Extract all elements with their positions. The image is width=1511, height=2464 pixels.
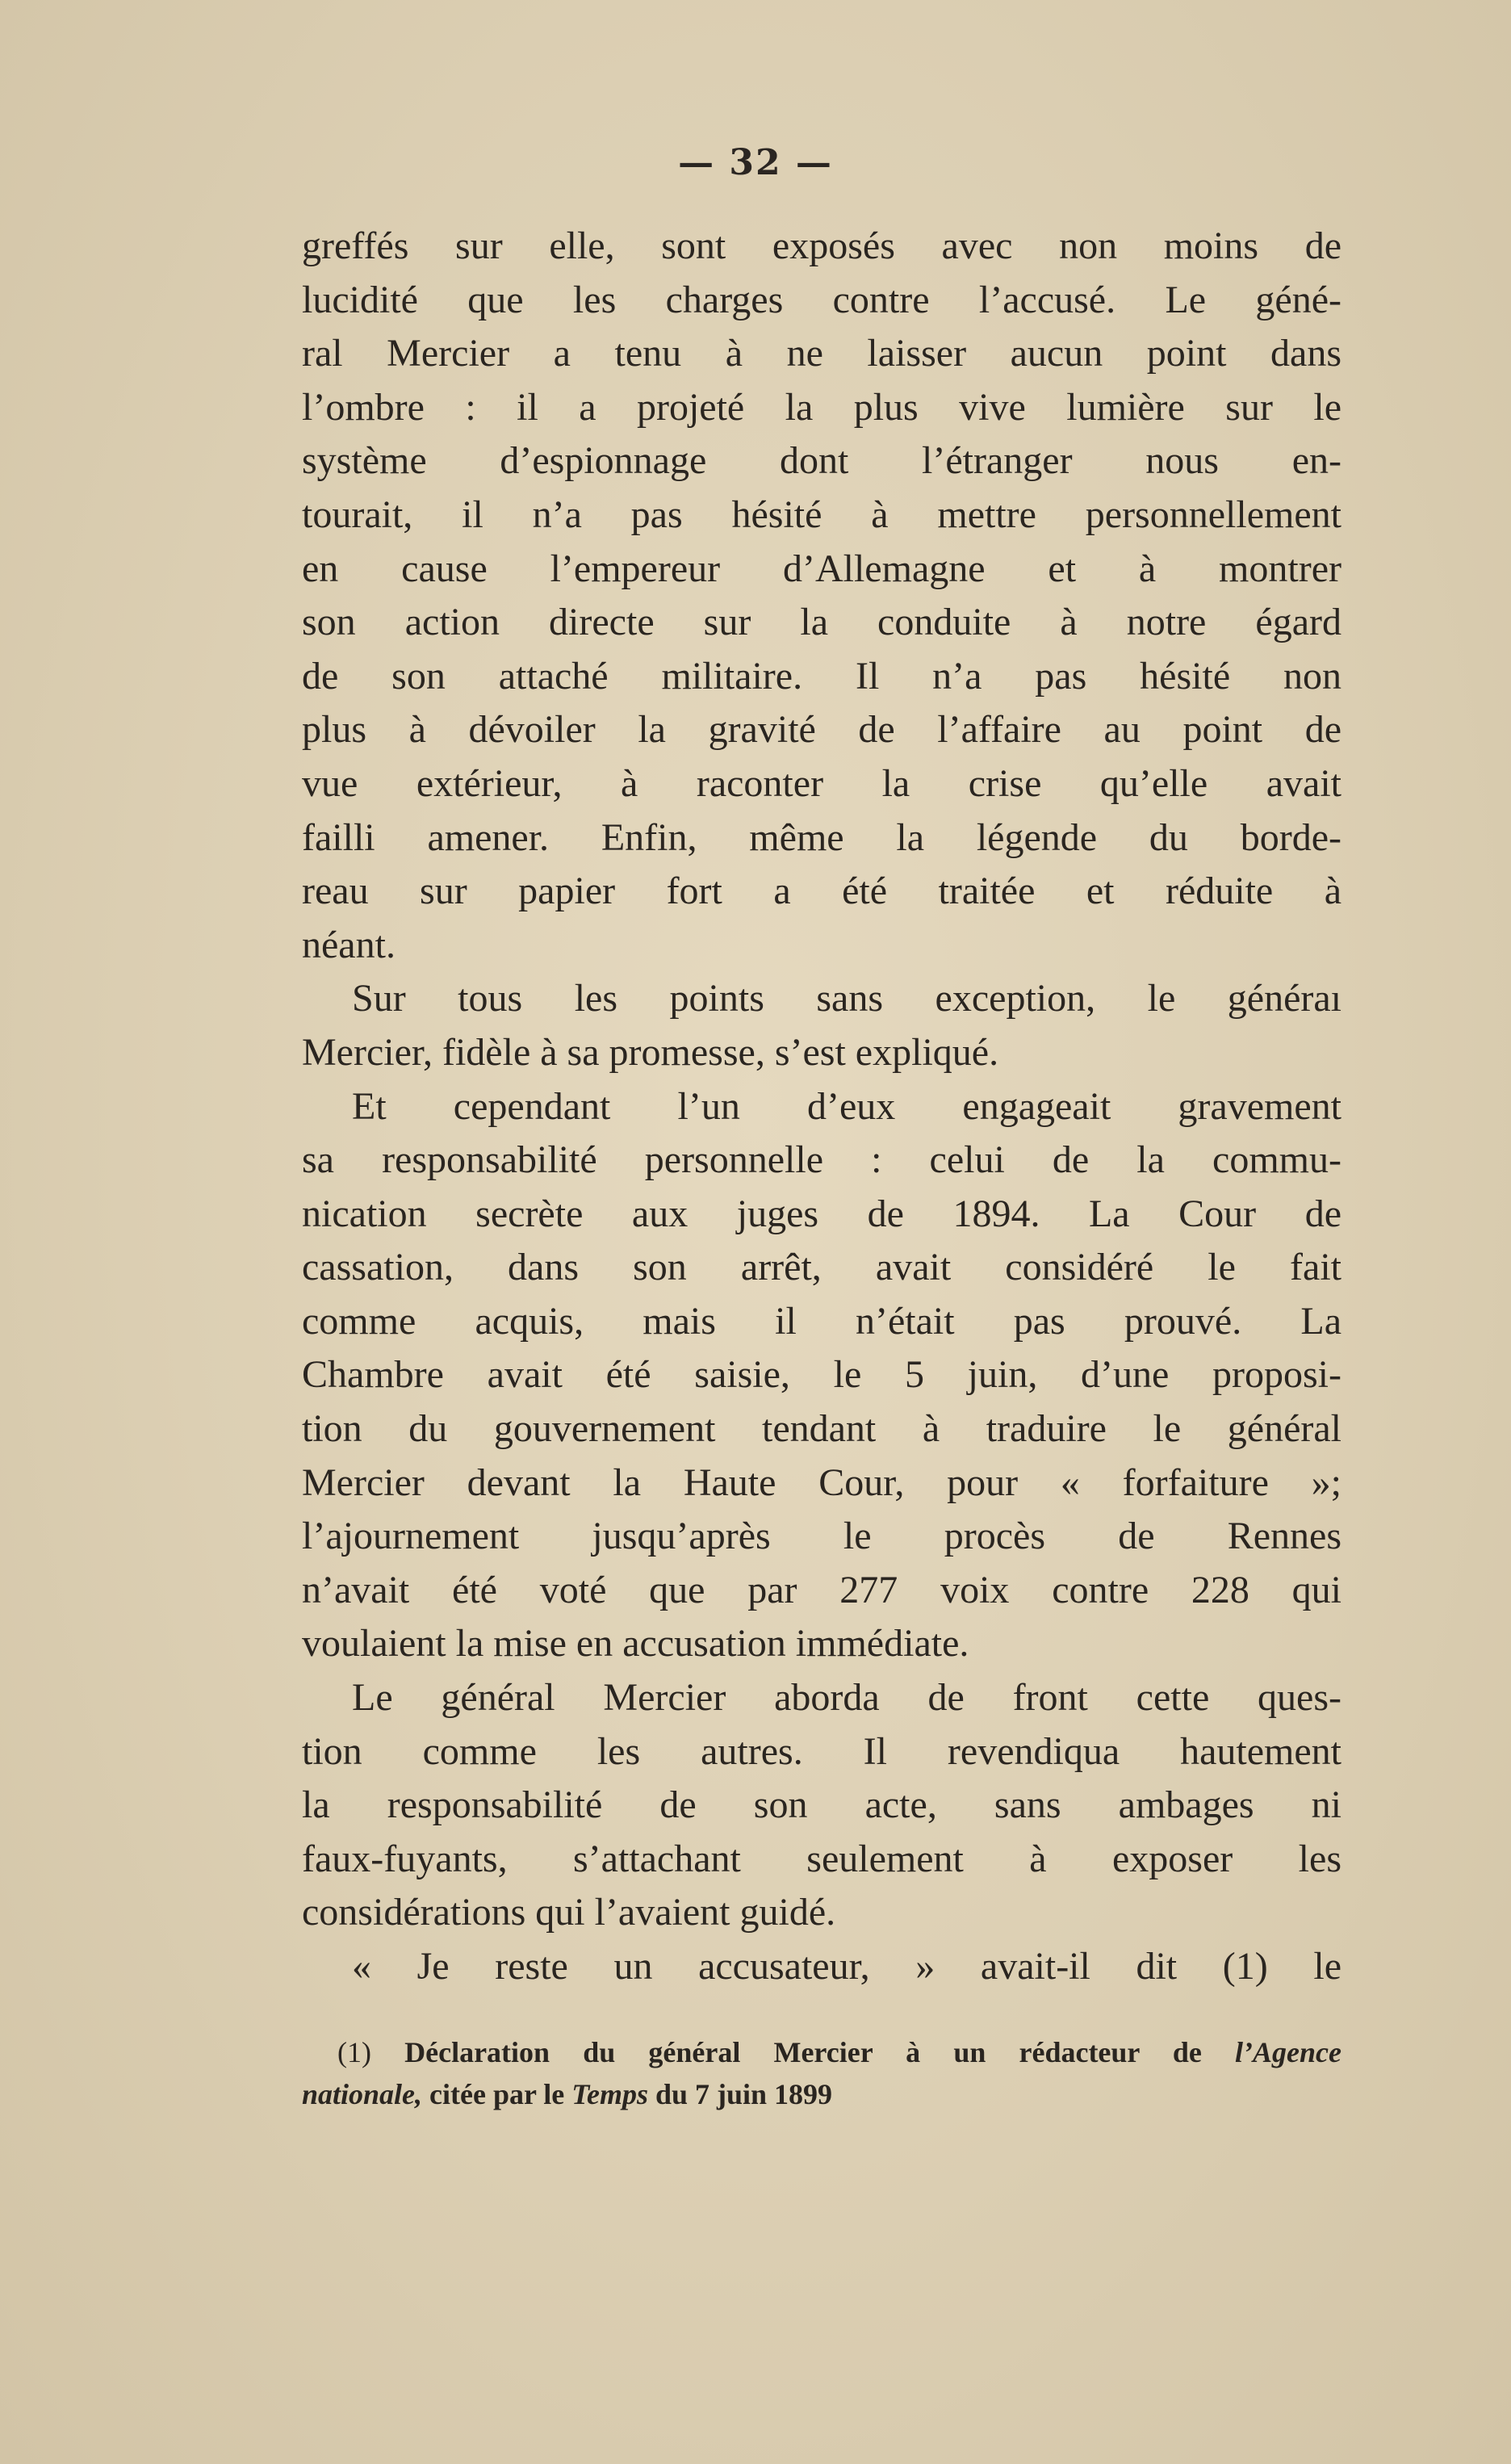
text-line: considérations qui l’avaient guidé. [302, 1891, 836, 1934]
text-line: tourait, il n’a pas hésité à mettre personnellement [302, 492, 1341, 536]
footnote-marker: (1) [337, 2036, 371, 2068]
text-line: Le général Mercier aborda de front cette ques- [352, 1676, 1341, 1720]
footnote [302, 2031, 1341, 2115]
text-line: greffés sur elle, sont exposés avec non moins de [302, 224, 1341, 267]
body-text [302, 220, 1341, 1994]
text-line: n’avait été voté que par 277 voix contre 228 qui [302, 1568, 1341, 1611]
footnote-text: citée par le [422, 2078, 572, 2110]
footnote-italic: l’Agence [1235, 2036, 1341, 2068]
text-line: Sur tous les points sans exception, le généraı [352, 977, 1341, 1020]
page-number: — 32 — [678, 142, 833, 183]
text-line: « Je reste un accusateur, » avait-il dit (1) le [352, 1945, 1341, 1988]
footnote-line [302, 2031, 1341, 2073]
text-line: vue extérieur, à raconter la crise qu’elle avait [302, 761, 1341, 805]
text-line: comme acquis, mais il n’était pas prouvé. La [302, 1299, 1341, 1343]
text-line: la responsabilité de son acte, sans ambages ni [302, 1783, 1341, 1827]
text-line: tion comme les autres. Il revendiqua hautement [302, 1729, 1341, 1773]
text-line: ral Mercier a tenu à ne laisser aucun point dans [302, 332, 1341, 375]
text-line: cassation, dans son arrêt, avait considéré le fait [302, 1246, 1341, 1289]
text-line: néant. [302, 923, 396, 966]
text-line: de son attaché militaire. Il n’a pas hésité non [302, 654, 1341, 698]
text-line: son action directe sur la conduite à notre égard [302, 601, 1341, 644]
text-line: failli amener. Enfin, même la légende du borde- [302, 815, 1341, 859]
text-line: l’ombre : il a projeté la plus vive lumière sur le [302, 385, 1341, 429]
footnote-line [302, 2073, 1341, 2115]
text-line: l’ajournement jusqu’après le procès de Rennes [302, 1515, 1341, 1558]
footnote-italic: Temps [571, 2078, 648, 2110]
text-line: tion du gouvernement tendant à traduire le général [302, 1407, 1341, 1451]
text-line: lucidité que les charges contre l’accusé. Le géné- [302, 278, 1341, 321]
footnote-text: Déclaration du général Mercier à un rédacteur de [404, 2036, 1236, 2068]
text-line: Mercier, fidèle à sa promesse, s’est expliqué. [302, 1030, 999, 1074]
text-line: faux-fuyants, s’attachant seulement à exposer les [302, 1837, 1341, 1880]
text-line: en cause l’empereur d’Allemagne et à montrer [302, 547, 1341, 590]
text-line: Mercier devant la Haute Cour, pour « forfaiture »; [302, 1460, 1341, 1504]
footnote-text: du 7 juin 1899 [647, 2078, 833, 2110]
text-line: système d’espionnage dont l’étranger nous en- [302, 439, 1341, 483]
text-line: Et cependant l’un d’eux engageait gravement [352, 1084, 1341, 1128]
text-line: sa responsabilité personnelle : celui de la commu- [302, 1138, 1341, 1182]
text-line: Chambre avait été saisie, le 5 juin, d’une proposi- [302, 1353, 1341, 1397]
text-line: nication secrète aux juges de 1894. La Cour de [302, 1192, 1341, 1235]
text-line: plus à dévoiler la gravité de l’affaire au point de [302, 708, 1341, 752]
footnote-italic: nationale, [302, 2078, 423, 2110]
text-line: voulaient la mise en accusation immédiate. [302, 1622, 969, 1666]
text-line: reau sur papier fort a été traitée et réduite à [302, 870, 1341, 913]
